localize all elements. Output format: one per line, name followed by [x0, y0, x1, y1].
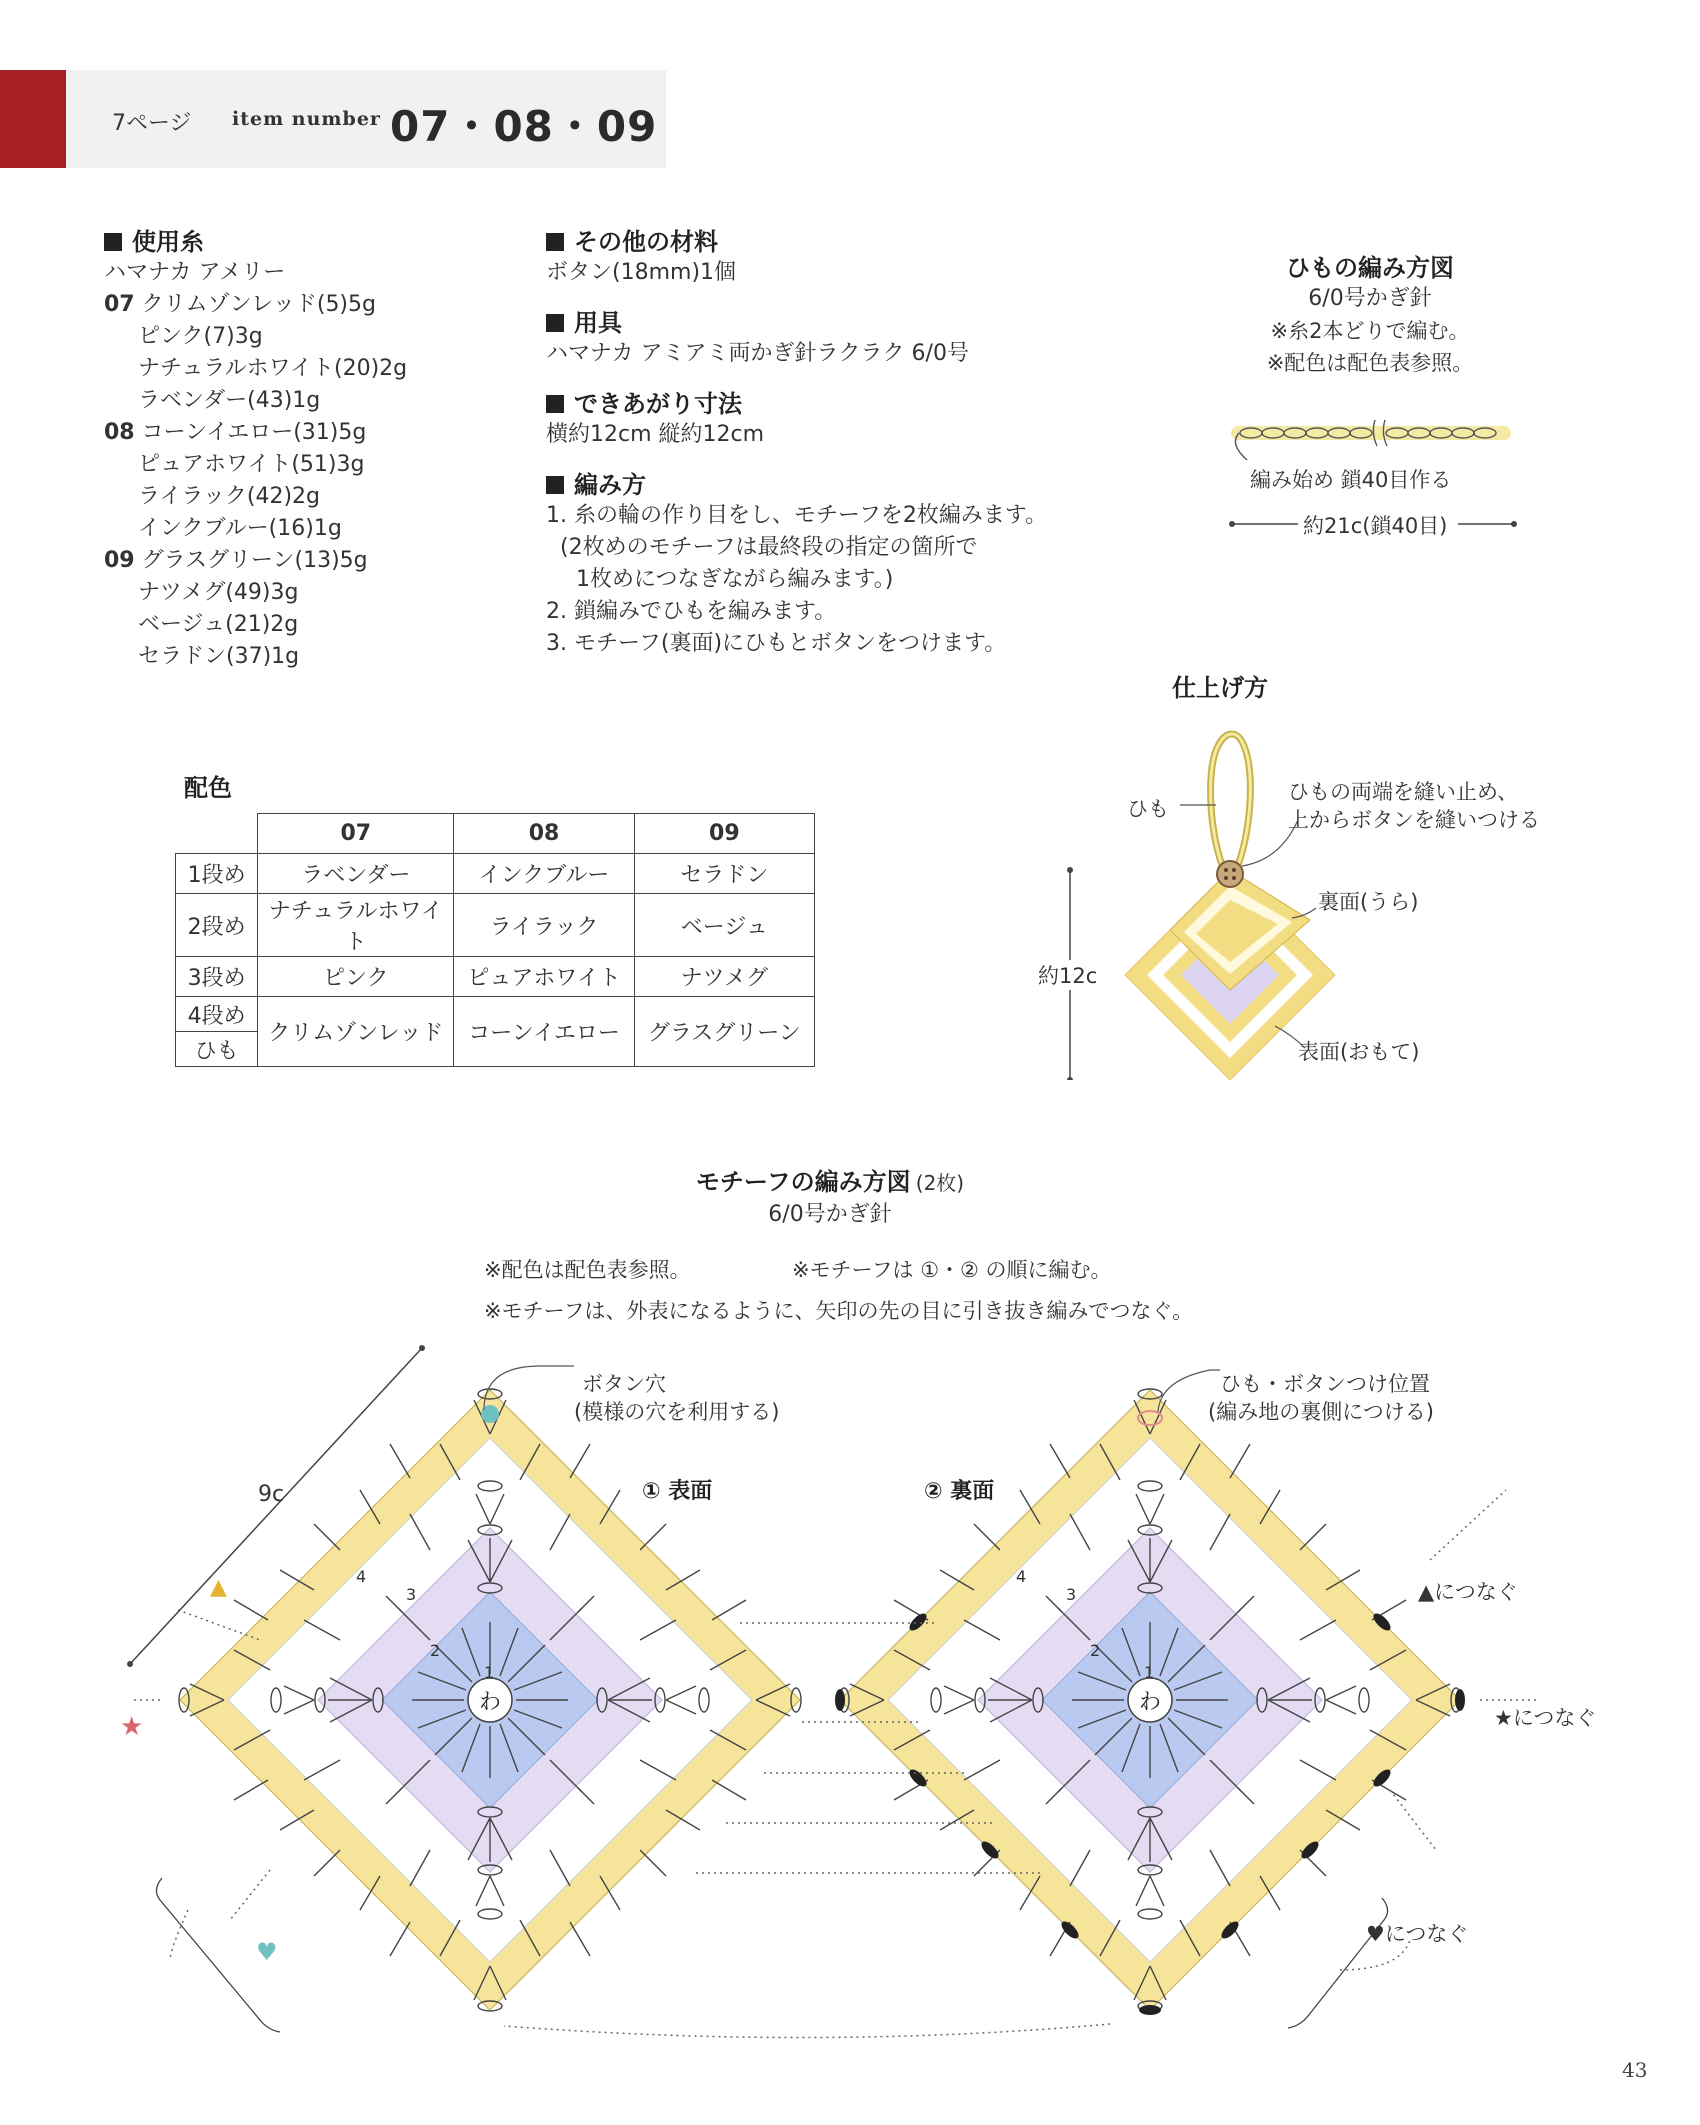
table-row — [176, 997, 815, 1032]
yarn-08-line-1: 08 コーンイエロー(31)5g — [104, 420, 367, 445]
method-step-1: 1. 糸の輪の作り目をし、モチーフを2枚編みます。 — [546, 503, 1048, 528]
yarn-08-line-4: インクブルー(16)1g — [138, 516, 342, 541]
star-marker: ★ — [120, 1712, 144, 1742]
cord-position-label-2: (編み地の裏側につける) — [1208, 1400, 1434, 1424]
table-cell: ベージュ — [634, 894, 814, 957]
yarn-09-line-1: 09 グラスグリーン(13)5g — [104, 548, 368, 573]
header-accent — [0, 70, 66, 168]
yarn-08-line-3: ライラック(42)2g — [138, 484, 321, 509]
motif-front-label: ① 表面 — [642, 1479, 713, 1504]
cord-diagram-text — [1230, 248, 1510, 379]
materials-text: ボタン(18mm)1個 — [546, 260, 737, 285]
table-cell: セラドン — [634, 854, 814, 894]
round-label-3: 3 — [406, 1585, 417, 1604]
motif-heading — [550, 1162, 1110, 1231]
cord-note-1: ※糸2本どりで編む。 — [1270, 319, 1470, 343]
motif-back-label: ② 裏面 — [924, 1479, 995, 1504]
button-icon — [1217, 861, 1243, 887]
yarn-09-line-2: ナツメグ(49)3g — [138, 580, 299, 605]
row-label: 3段め — [176, 957, 258, 997]
motif-note-1: ※配色は配色表参照。 — [484, 1258, 691, 1282]
center-mark-1: わ — [478, 1690, 502, 1715]
color-table — [175, 813, 815, 1067]
table-cell: インクブルー — [454, 854, 634, 894]
round-label-4b: 4 — [1016, 1567, 1027, 1586]
finish-sew-label-1: ひもの両端を縫い止め、 — [1288, 780, 1519, 804]
round-label-3b: 3 — [1066, 1585, 1077, 1604]
finish-cord-label: ひも — [1127, 797, 1169, 821]
join-star-label: ★につなぐ — [1494, 1706, 1597, 1730]
round-label-1: 1 — [484, 1663, 495, 1682]
row-label: 2段め — [176, 894, 258, 957]
row-label: 1段め — [176, 854, 258, 894]
cord-length-label: 約21c(鎖40目) — [1303, 514, 1448, 538]
finish-title: 仕上げ方 — [1172, 674, 1268, 702]
page-ref: 7ページ — [112, 111, 192, 136]
col-07: 07 — [258, 814, 454, 854]
finish-sew-label-2: 上からボタンを縫いつける — [1288, 808, 1540, 832]
motif-note-3: ※モチーフは、外表になるように、矢印の先の目に引き抜き編みでつなぐ。 — [484, 1299, 1194, 1323]
page-number: 43 — [1622, 2058, 1648, 2082]
row-label: ひも — [176, 1032, 258, 1067]
motif-title: モチーフの編み方図 — [695, 1168, 911, 1196]
table-row — [176, 894, 815, 957]
tools-heading: 用具 — [546, 303, 1047, 338]
yarn-07-line-1: 07 クリムゾンレッド(5)5g — [104, 292, 376, 317]
tools-text: ハマナカ アミアミ両かぎ針ラクラク 6/0号 — [546, 341, 969, 366]
color-table-title: 配色 — [184, 774, 232, 802]
table-row — [176, 957, 815, 997]
cord-start-label: 編み始め 鎖40目作る — [1250, 468, 1452, 492]
yarn-07-line-4: ラベンダー(43)1g — [138, 388, 321, 413]
method-step-1-note-b: 1枚めにつなぎながら編みます。) — [576, 567, 894, 592]
table-cell: コーンイエロー — [454, 997, 634, 1067]
round-label-2b: 2 — [1090, 1641, 1101, 1660]
row-label: 4段め — [176, 997, 258, 1032]
col-09: 09 — [634, 814, 814, 854]
motif-note-2: ※モチーフは ①・② の順に編む。 — [792, 1258, 1112, 1282]
table-cell: ピュアホワイト — [454, 957, 634, 997]
motif-size-label: 9c — [258, 1482, 285, 1507]
table-cell: グラスグリーン — [634, 997, 814, 1067]
materials-heading: その他の材料 — [546, 222, 1047, 257]
buttonhole-label-2: (模様の穴を利用する) — [574, 1400, 780, 1424]
color-table-header-row — [176, 814, 815, 854]
yarn-section — [104, 222, 407, 673]
finish-back-label: 裏面(うら) — [1318, 890, 1419, 914]
motif-chart — [100, 1330, 1660, 2070]
join-triangle-label: ▲につなぐ — [1418, 1580, 1518, 1604]
table-cell: クリムゾンレッド — [258, 997, 454, 1067]
finish-size-label: 約12c — [1038, 960, 1097, 990]
size-heading: できあがり寸法 — [546, 384, 1047, 419]
join-heart-label: ♥につなぐ — [1366, 1922, 1469, 1946]
table-cell: ラベンダー — [258, 854, 454, 894]
materials-section — [546, 222, 1047, 660]
yarn-heading: 使用糸 — [104, 222, 407, 257]
round-label-1b: 1 — [1144, 1663, 1155, 1682]
cord-note-2: ※配色は配色表参照。 — [1266, 351, 1474, 375]
buttonhole-label-1: ボタン穴 — [582, 1372, 666, 1396]
method-step-2: 2. 鎖編みでひもを編みます。 — [546, 599, 837, 624]
yarn-08-line-2: ピュアホワイト(51)3g — [138, 452, 365, 477]
method-step-3: 3. モチーフ(裏面)にひもとボタンをつけます。 — [546, 631, 1007, 656]
triangle-marker: ▲ — [210, 1575, 227, 1600]
table-cell: ピンク — [258, 957, 454, 997]
item-number-label: item number — [232, 108, 381, 130]
table-cell: ライラック — [454, 894, 634, 957]
yarn-09-line-3: ベージュ(21)2g — [138, 612, 299, 637]
table-row — [176, 854, 815, 894]
round-label-2: 2 — [430, 1641, 441, 1660]
method-step-1-note-a: (2枚めのモチーフは最終段の指定の箇所で — [560, 535, 978, 560]
table-cell: ナチュラルホワイト — [258, 894, 454, 957]
col-08: 08 — [454, 814, 634, 854]
heart-marker: ♥ — [256, 1938, 278, 1966]
motif-hook: 6/0号かぎ針 — [768, 1202, 892, 1227]
yarn-brand: ハマナカ アメリー — [104, 260, 286, 285]
yarn-07-line-3: ナチュラルホワイト(20)2g — [138, 356, 408, 381]
finish-front-label: 表面(おもて) — [1298, 1040, 1420, 1064]
motif-count: (2枚) — [915, 1171, 965, 1195]
yarn-09-line-4: セラドン(37)1g — [138, 644, 300, 669]
size-text: 横約12cm 縦約12cm — [546, 422, 765, 447]
round-label-4: 4 — [356, 1567, 367, 1586]
cord-position-label-1: ひも・ボタンつけ位置 — [1220, 1372, 1430, 1396]
cord-hook: 6/0号かぎ針 — [1308, 286, 1432, 311]
cord-title: ひもの編み方図 — [1286, 254, 1454, 282]
table-cell: ナツメグ — [634, 957, 814, 997]
yarn-07-line-2: ピンク(7)3g — [138, 324, 263, 349]
item-numbers: 07・08・09 — [390, 102, 658, 151]
center-mark-2: わ — [1138, 1690, 1162, 1715]
method-heading: 編み方 — [546, 465, 1047, 500]
